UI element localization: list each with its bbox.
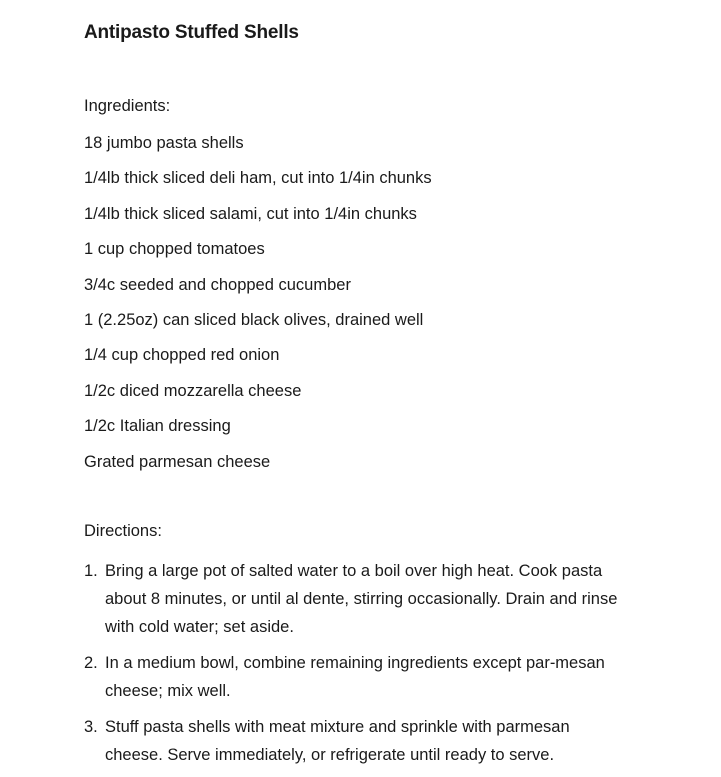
direction-step: [84, 713, 624, 769]
ingredient-item: 1/2c Italian dressing: [84, 417, 231, 436]
direction-step: [84, 557, 624, 641]
ingredient-item: 1/4lb thick sliced deli ham, cut into 1/4in chunks: [84, 169, 432, 188]
ingredients-heading: Ingredients:: [84, 97, 171, 115]
ingredient-item: 3/4c seeded and chopped cucumber: [84, 275, 351, 294]
directions-heading: Directions:: [84, 522, 162, 540]
ingredient-item: 1 cup chopped tomatoes: [84, 240, 265, 259]
direction-step: [84, 649, 624, 705]
step-text: Bring a large pot of salted water to a boil over high heat. Cook pasta about 8 minutes, or until al dente, stirring occasionally. Drain and rinse with cold water; set aside.: [105, 562, 618, 636]
ingredient-item: Grated parmesan cheese: [84, 452, 271, 471]
step-number: 1.: [84, 562, 98, 580]
ingredient-item: 1/2c diced mozzarella cheese: [84, 381, 302, 400]
ingredient-item: 1/4lb thick sliced salami, cut into 1/4in chunks: [84, 204, 417, 223]
ingredient-list: [84, 133, 432, 487]
step-number: 2.: [84, 654, 98, 672]
recipe-title: Antipasto Stuffed Shells: [84, 22, 299, 43]
step-text: In a medium bowl, combine remaining ingredients except par-mesan cheese; mix well.: [105, 654, 605, 700]
step-number: 3.: [84, 718, 98, 736]
ingredient-item: 18 jumbo pasta shells: [84, 134, 244, 152]
ingredient-item: 1 (2.25oz) can sliced black olives, drained well: [84, 310, 424, 329]
ingredient-item: 1/4 cup chopped red onion: [84, 346, 280, 365]
step-text: Stuff pasta shells with meat mixture and sprinkle with parmesan cheese. Serve immediately, or refrigerate until ready to serve.: [105, 718, 570, 764]
direction-list: [84, 557, 624, 777]
